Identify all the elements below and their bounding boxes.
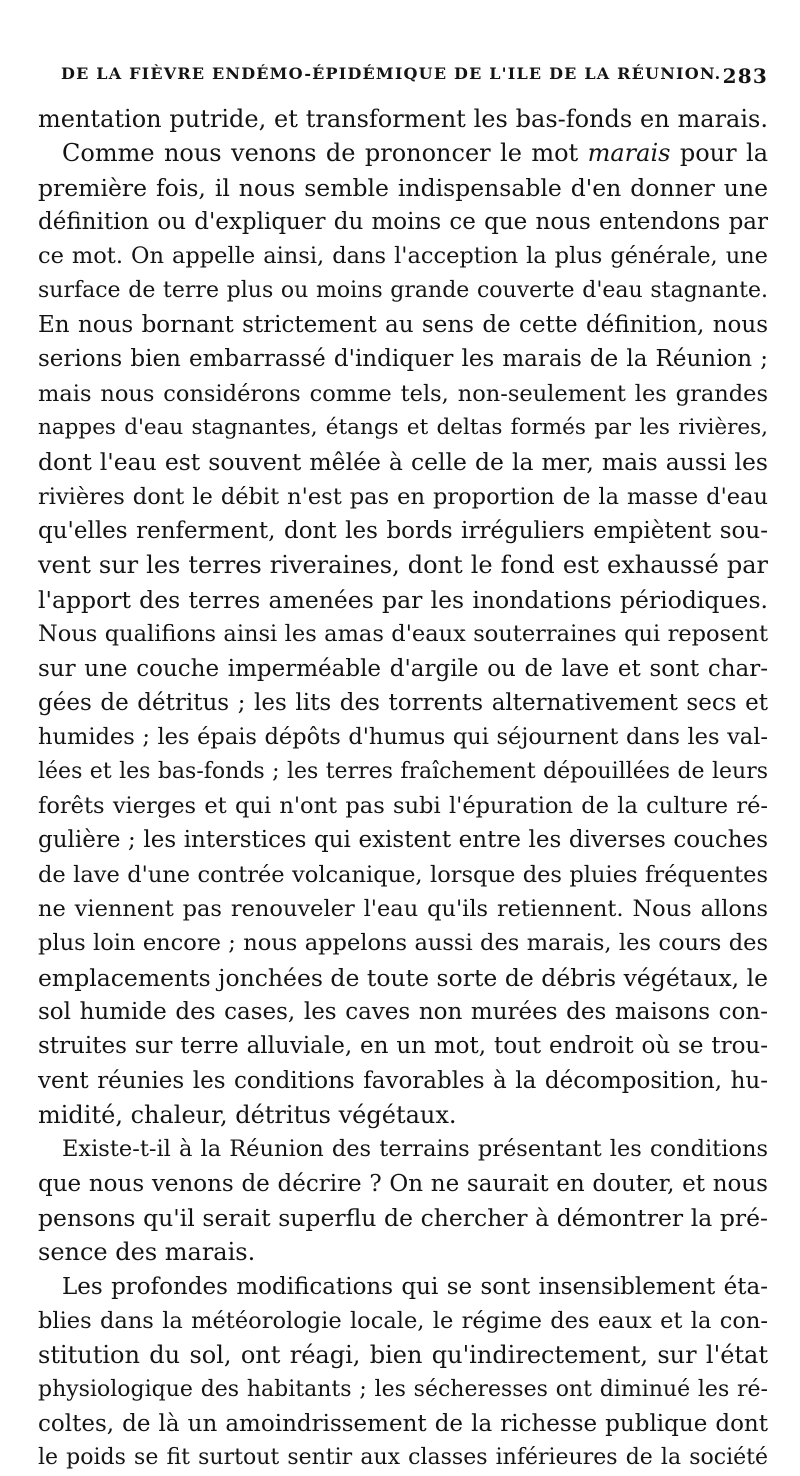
- text-line: première fois, il nous semble indispensable d'en donner une: [38, 173, 768, 202]
- emphasized-word: marais: [587, 139, 671, 168]
- text-line: physiologique des habitants ; les sécheresses ont diminué les ré-: [38, 1376, 768, 1402]
- text-line: que nous venons de décrire ? On ne saurait en douter, et nous: [38, 1170, 768, 1197]
- book-page: [38, 62, 768, 1476]
- text-line: mais nous considérons comme tels, non-seulement les grandes: [38, 380, 768, 407]
- text-line: plus loin encore ; nous appelons aussi des marais, les cours des: [38, 930, 768, 957]
- text-line: le poids se fit surtout sentir aux classes inférieures de la société: [38, 1445, 768, 1471]
- text-line: pensons qu'il serait superflu de chercher à démontrer la pré-: [38, 1204, 768, 1232]
- text-line: gulière ; les interstices qui existent entre les diverses couches: [38, 827, 768, 854]
- text-line: mentation putride, et transforment les bas-fonds en marais.: [38, 105, 768, 133]
- text-line: sur une couche imperméable d'argile ou de lave et sont char-: [38, 655, 768, 682]
- text-line: qu'elles renferment, dont les bords irréguliers empiètent sou-: [38, 518, 768, 545]
- text-line: dont l'eau est souvent mêlée à celle de la mer, mais aussi les: [38, 448, 768, 477]
- text-line: blies dans la météorologie locale, le régime des eaux et la con-: [38, 1308, 768, 1335]
- text-line: ne viennent pas renouveler l'eau qu'ils retiennent. Nous allons: [38, 895, 768, 922]
- text-line: vent réunies les conditions favorables à la décomposition, hu-: [38, 1067, 768, 1094]
- running-head: [38, 62, 768, 102]
- text-line: Comme nous venons de prononcer le mot marais pour la: [62, 139, 769, 168]
- text-line: struites sur terre alluviale, en un mot, tout endroit où se trou-: [38, 1033, 768, 1060]
- text-line: sol humide des cases, les caves non murées des maisons con-: [38, 998, 768, 1025]
- page-number: 283: [722, 64, 768, 88]
- text-line: rivières dont le débit n'est pas en proportion de la masse d'eau: [38, 483, 768, 510]
- text-line: Existe-t-il à la Réunion des terrains présentant les conditions: [62, 1136, 768, 1163]
- text-line: ce mot. On appelle ainsi, dans l'acception la plus générale, une: [38, 243, 768, 270]
- text-line: coltes, de là un amoindrissement de la richesse publique dont: [38, 1411, 768, 1438]
- text-line: gées de détritus ; les lits des torrents alternativement secs et: [38, 689, 768, 716]
- text-line: l'apport des terres amenées par les inondations périodiques.: [38, 585, 768, 614]
- text-line: Les profondes modifications qui se sont insensiblement éta-: [62, 1273, 768, 1300]
- text-line: midité, chaleur, détritus végétaux.: [38, 1100, 457, 1129]
- body-text: [38, 102, 768, 1476]
- text-line: humides ; les épais dépôts d'humus qui séjournent dans les val-: [38, 724, 768, 751]
- text-line: nappes d'eau stagnantes, étangs et deltas formés par les rivières,: [38, 415, 768, 441]
- text-line: emplacements jonchées de toute sorte de débris végétaux, le: [38, 963, 768, 992]
- text-line: surface de terre plus ou moins grande couverte d'eau stagnante.: [38, 277, 768, 303]
- running-title: DE LA FIÈVRE ENDÉMO-ÉPIDÉMIQUE DE L'ILE DE LA RÉUNION.: [61, 64, 722, 83]
- text-line: de lave d'une contrée volcanique, lorsque des pluies fréquentes: [38, 861, 768, 888]
- text-line: forêts vierges et qui n'ont pas subi l'épuration de la culture ré-: [38, 792, 768, 819]
- text-line: stitution du sol, ont réagi, bien qu'indirectement, sur l'état: [38, 1341, 768, 1370]
- text-line: vent sur les terres riveraines, dont le fond est exhaussé par: [38, 551, 768, 580]
- text-line: serions bien embarrassé d'indiquer les marais de la Réunion ;: [38, 346, 768, 373]
- text-line: lées et les bas-fonds ; les terres fraîchement dépouillées de leurs: [38, 758, 768, 784]
- text-line: définition ou d'expliquer du moins ce que nous entendons par: [38, 209, 768, 236]
- text-line: Nous qualifions ainsi les amas d'eaux souterraines qui reposent: [38, 621, 768, 648]
- text-line: En nous bornant strictement au sens de cette définition, nous: [38, 312, 768, 339]
- text-line: sence des marais.: [38, 1238, 256, 1267]
